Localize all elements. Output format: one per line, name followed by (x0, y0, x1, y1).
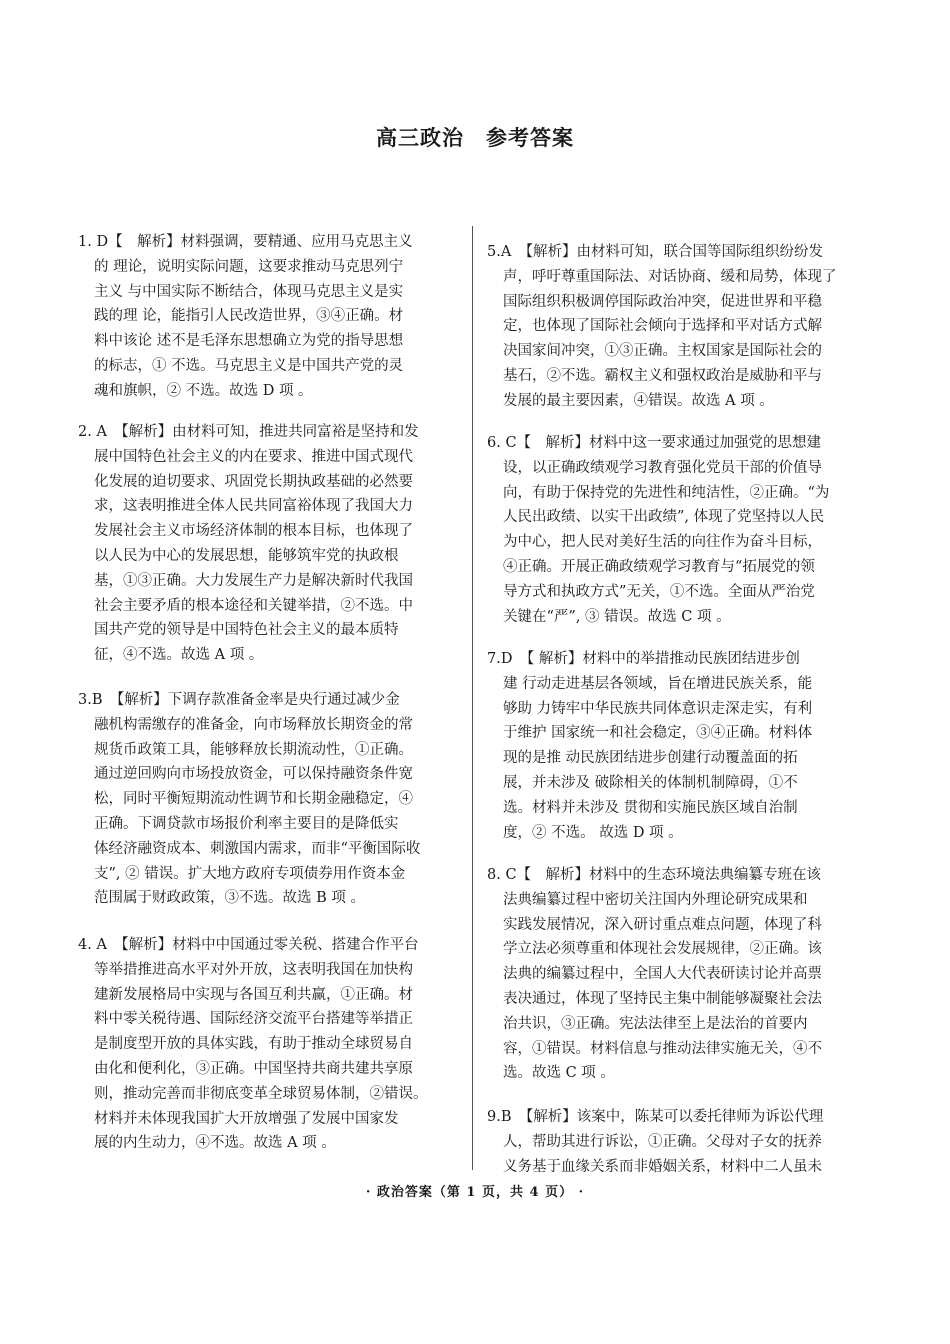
answer-line: 选。故选 C 项 。 (503, 1065, 615, 1082)
answer-line: 料中零关税待遇、国际经济交流平台搭建等举措正 (94, 1011, 413, 1028)
answer-line: 由化和便利化，③正确。中国坚持共商共建共享原 (94, 1060, 413, 1077)
answer-line: 关键在“严”, ③ 错误。故选 C 项 。 (503, 608, 731, 625)
answer-line: 正确。下调贷款市场报价利率主要目的是降低实 (94, 815, 399, 832)
answer-line: 发展社会主义市场经济体制的根本目标，也体现了 (94, 523, 413, 540)
answer-line: 现的是推 动民族团结进步创建行动覆盖面的拓 (503, 750, 798, 767)
answer-line: 法典编纂过程中密切关注国内外理论研究成果和 (503, 891, 808, 908)
answer-item-q4 (78, 933, 463, 1156)
answer-line: 建 行动走进基层各领域，旨在增进民族关系，能 (503, 675, 813, 692)
answer-line: 材料并未体现我国扩大开放增强了发展中国家发 (94, 1110, 399, 1127)
answer-line: 学立法必须尊重和体现社会发展规律，②正确。该 (503, 941, 822, 958)
answer-line: 松，同时平衡短期流动性调节和长期金融稳定，④ (94, 791, 413, 808)
answer-line: 通过逆回购向市场投放资金，可以保持融资条件宽 (94, 766, 413, 783)
answer-line: 治共识，③正确。宪法法律至上是法治的首要内 (503, 1015, 808, 1032)
answer-line: 6. C【 解析】材料中这一要求通过加强党的思想建 (487, 435, 822, 451)
answer-line: 求，这表明推进全体人民共同富裕体现了我国大力 (94, 498, 413, 515)
answer-line: 5.A 【解析】由材料可知，联合国等国际组织纷纷发 (487, 244, 824, 260)
answer-item-q8 (487, 863, 865, 1086)
answer-line: 为中心，把人民对美好生活的向往作为奋斗目标， (503, 534, 822, 551)
answer-line: 9.B 【解析】该案中，陈某可以委托律师为诉讼代理 (487, 1109, 824, 1125)
answer-line: 体经济融资成本、刺激国内需求，而非“平衡国际收 (94, 840, 421, 857)
answer-line: 国共产党的领导是中国特色社会主义的最本质特 (94, 622, 399, 639)
answer-line: 实践发展情况，深入研讨重点难点问题，体现了科 (503, 916, 822, 933)
answer-item-q7 (487, 647, 865, 845)
answer-line: 1. D【 解析】材料强调，要精通、应用马克思主义 (78, 234, 413, 250)
answer-line: 够助 力铸牢中华民族共同体意识走深走实，有利 (503, 700, 813, 717)
answer-item-q1 (78, 230, 463, 404)
answer-line: 社会主要矛盾的根本途径和关键举措，②不选。中 (94, 597, 413, 614)
answer-line: 7.D 【 解析】材料中的举措推动民族团结进步创 (487, 651, 800, 667)
answer-line: 法典的编纂过程中，全国人大代表研读讨论并高票 (503, 966, 822, 983)
answer-line: 展中国特色社会主义的内在要求、推进中国式现代 (94, 448, 413, 465)
answer-line: 基石，②不选。霸权主义和强权政治是威胁和平与 (503, 367, 822, 384)
answer-item-q6 (487, 431, 865, 629)
answer-line: 导方式和执政方式”无关，①不选。全面从严治党 (503, 583, 815, 600)
answer-line: 征，④不选。故选 A 项 。 (94, 647, 264, 664)
answer-line: 人民出政绩、以实干出政绩”, 体现了党坚持以人民 (503, 509, 825, 526)
answer-line: 则，推动完善而非彻底变革全球贸易体制，②错误。 (94, 1085, 428, 1102)
answer-line: 是制度型开放的具体实践，有助于推动全球贸易自 (94, 1036, 413, 1053)
answer-line: 以人民为中心的发展思想，能够筑牢党的执政根 (94, 547, 399, 564)
answer-line: 融机构需缴存的准备金，向市场释放长期资金的常 (94, 716, 413, 733)
answer-line: 决国家间冲突，①③正确。主权国家是国际社会的 (503, 343, 822, 360)
answer-line: 向，有助于保持党的先进性和纯洁性，②正确。“为 (503, 484, 830, 501)
answer-line: 规货币政策工具，能够释放长期流动性，①正确。 (94, 741, 413, 758)
answer-line: 3.B 【解析】下调存款准备金率是央行通过减少金 (78, 692, 400, 708)
answer-line: 化发展的迫切要求、巩固党长期执政基础的必然要 (94, 473, 413, 490)
answer-line: 选。材料并未涉及 贯彻和实施民族区域自治制 (503, 799, 798, 816)
answer-line: 范围属于财政政策，③不选。故选 B 项 。 (94, 890, 365, 907)
page-title: 高三政治 参考答案 (376, 126, 574, 150)
answer-line: 声，呼吁尊重国际法、对话协商、缓和局势，体现了 (503, 268, 837, 285)
answer-line: 定，也体现了国际社会倾向于选择和平对话方式解 (503, 318, 822, 335)
answer-line: 建新发展格局中实现与各国互利共赢，①正确。材 (94, 986, 413, 1003)
answer-line: 基，①③正确。大力发展生产力是解决新时代我国 (94, 572, 413, 589)
answer-line: 2. A 【解析】由材料可知，推进共同富裕是坚持和发 (78, 424, 419, 440)
page-footer: · 政治答案（第 1 页，共 4 页） · (365, 1185, 585, 1200)
answer-line: 魂和旗帜，② 不选。故选 D 项 。 (94, 382, 313, 399)
answer-line: 8. C【 解析】材料中的生态环境法典编纂专班在该 (487, 867, 822, 883)
answer-line: 设，以正确政绩观学习教育强化党员干部的价值导 (503, 459, 822, 476)
answer-line: 表决通过，体现了坚持民主集中制能够凝聚社会法 (503, 990, 822, 1007)
answer-item-q9 (487, 1105, 865, 1179)
answer-line: 支”, ② 错误。扩大地方政府专项债券用作资本金 (94, 865, 406, 882)
answer-line: 主义 与中国实际不断结合，体现马克思主义是实 (94, 283, 404, 300)
answer-line: 国际组织积极调停国际政治冲突，促进世界和平稳 (503, 293, 822, 310)
answer-line: 料中该论 述不是毛泽东思想确立为党的指导思想 (94, 333, 404, 350)
answer-line: 等举措推进高水平对外开放，这表明我国在加快构 (94, 961, 413, 978)
answer-line: 的标志，① 不选。马克思主义是中国共产党的灵 (94, 357, 404, 374)
answer-line: 度，② 不选。 故选 D 项 。 (503, 824, 683, 841)
answer-line: ④正确。开展正确政绩观学习教育与“拓展党的领 (503, 558, 815, 575)
answer-line: 人，帮助其进行诉讼，①正确。父母对子女的抚养 (503, 1133, 822, 1150)
answer-line: 展的内生动力，④不选。故选 A 项 。 (94, 1135, 336, 1152)
answer-item-q2 (78, 420, 463, 668)
answer-line: 于维护 国家统一和社会稳定，③④正确。材料体 (503, 725, 813, 742)
answer-line: 的 理论，说明实际问题，这要求推动马克思列宁 (94, 258, 404, 275)
column-divider (472, 226, 473, 1170)
answer-line: 践的理 论，能指引人民改造世界，③④正确。材 (94, 308, 404, 325)
answer-line: 展，并未涉及 破除相关的体制机制障碍，①不 (503, 774, 798, 791)
answer-line: 容，①错误。材料信息与推动法律实施无关，④不 (503, 1040, 822, 1057)
answer-item-q5 (487, 240, 865, 414)
answer-item-q3 (78, 688, 463, 911)
answer-line: 义务基于血缘关系而非婚姻关系，材料中二人虽未 (503, 1158, 822, 1175)
answer-line: 4. A 【解析】材料中中国通过零关税、搭建合作平台 (78, 937, 419, 953)
answer-line: 发展的最主要因素，④错误。故选 A 项 。 (503, 392, 774, 409)
